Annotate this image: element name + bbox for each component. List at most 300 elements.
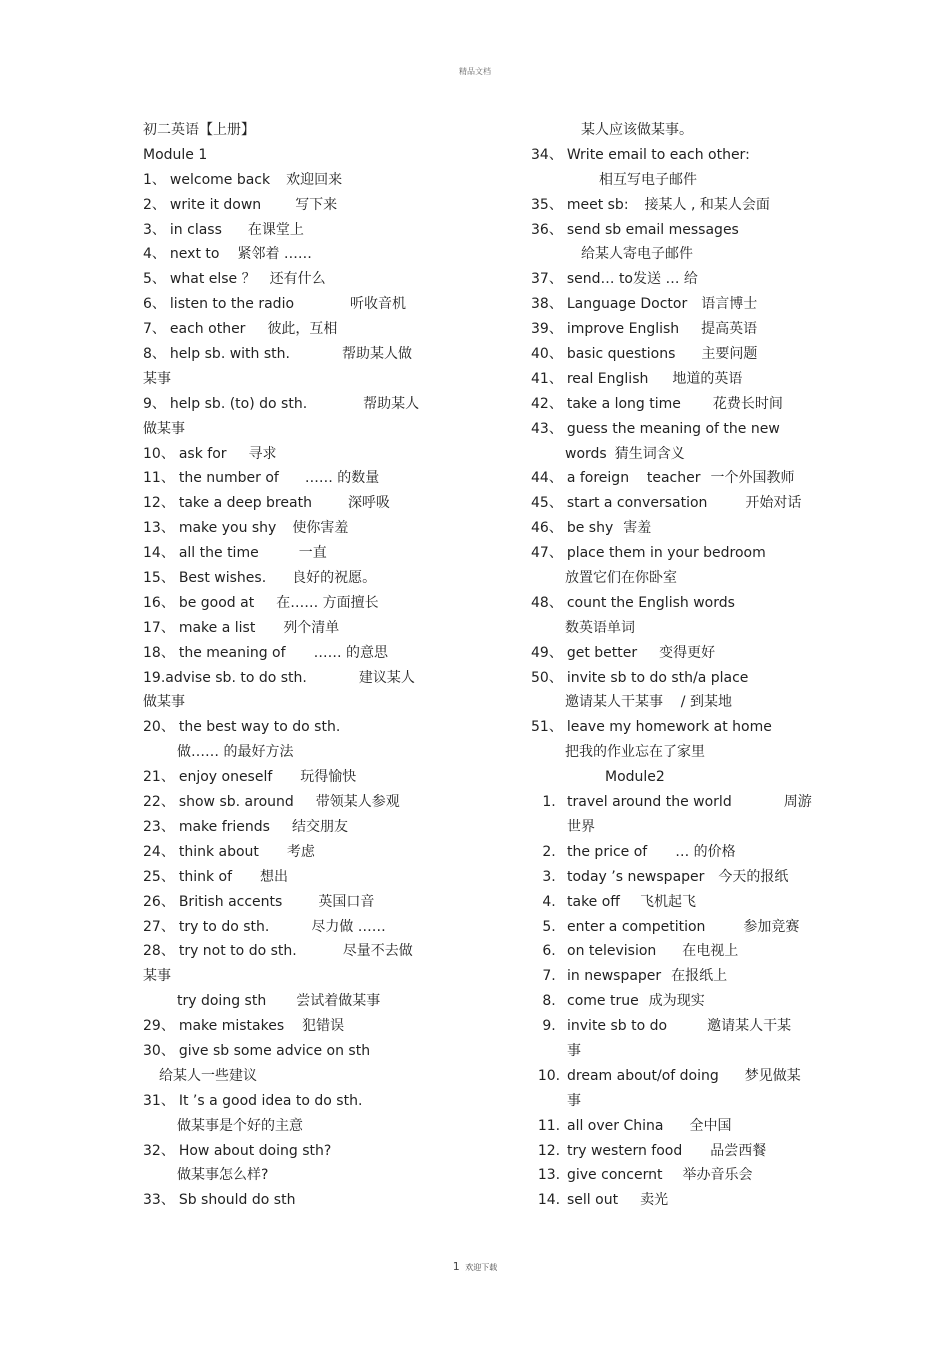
item-phrase: improve English <box>566 321 680 338</box>
item-number: 39、 <box>531 321 563 338</box>
item-number: 5、 <box>143 271 166 288</box>
vocab-line <box>143 442 443 467</box>
item-translation: 列个清单 <box>283 619 340 636</box>
vocab-line <box>143 342 443 367</box>
vocab-line <box>143 292 443 317</box>
item-number: 11、 <box>143 470 175 487</box>
item-number: 36、 <box>531 221 563 238</box>
item-number: 50、 <box>531 669 563 686</box>
item-phrase: try to do sth. <box>178 918 270 935</box>
item-number: 1、 <box>143 171 166 188</box>
item-translation: 尽力做 …… <box>311 918 386 935</box>
item-number: 18、 <box>143 644 175 661</box>
page-header: 精品文档 <box>459 67 491 76</box>
item-translation: 英国口音 <box>318 893 375 910</box>
vocab-line <box>143 1039 443 1064</box>
item-number: 8、 <box>143 346 166 363</box>
item-phrase: Language Doctor <box>566 296 688 313</box>
vocab-line <box>143 915 443 940</box>
vocab-line <box>143 865 443 890</box>
item-phrase: 相互写电子邮件 <box>599 171 697 188</box>
vocab-line <box>531 541 816 566</box>
item-phrase: place them in your bedroom <box>566 545 766 562</box>
item-phrase: come true <box>567 993 639 1010</box>
item-phrase: make mistakes <box>178 1018 285 1035</box>
item-number: 2、 <box>143 196 166 213</box>
vocab-line <box>531 865 816 890</box>
item-number: 38、 <box>531 296 563 313</box>
vocab-line <box>143 939 443 964</box>
item-number: 4. <box>542 893 556 910</box>
item-phrase: make a list <box>178 619 256 636</box>
vocab-line <box>531 342 816 367</box>
vocab-line <box>531 840 816 865</box>
item-number: 12、 <box>143 495 175 512</box>
item-phrase: 事 <box>567 1042 581 1059</box>
item-phrase: 某事 <box>143 968 171 985</box>
vocab-line <box>531 1163 816 1188</box>
vocab-line <box>143 168 443 193</box>
vocab-line <box>143 765 443 790</box>
item-phrase: the best way to do sth. <box>178 719 341 736</box>
vocab-line <box>531 417 816 442</box>
item-translation: 在…… 方面擅长 <box>276 594 379 611</box>
vocab-line <box>531 218 816 243</box>
vocab-line <box>143 466 443 491</box>
vocab-line <box>531 690 816 715</box>
item-phrase: travel around the world <box>567 794 732 811</box>
item-number: 13. <box>537 1167 561 1184</box>
item-translation: 品尝西餐 <box>710 1142 767 1159</box>
vocab-line <box>143 267 443 292</box>
vocab-line <box>143 417 443 442</box>
item-translation: 深呼吸 <box>347 495 390 512</box>
item-translation: 接某人 , 和某人会面 <box>644 196 770 213</box>
item-phrase: help sb. (to) do sth. <box>169 395 308 412</box>
item-phrase: advise sb. to do sth. <box>165 669 307 686</box>
item-translation: 发送 … 给 <box>633 271 698 288</box>
item-phrase: send sb email messages <box>566 221 739 238</box>
item-translation: 紧邻着 …… <box>237 246 312 263</box>
item-number: 33、 <box>143 1192 175 1209</box>
item-translation: 举办音乐会 <box>682 1167 753 1184</box>
item-phrase: start a conversation <box>566 495 708 512</box>
item-translation: 花费长时间 <box>712 395 783 412</box>
vocab-line <box>143 1114 443 1139</box>
vocab-line <box>143 591 443 616</box>
item-phrase: ask for <box>178 445 227 462</box>
vocab-line <box>531 1089 816 1114</box>
item-phrase: 做…… 的最好方法 <box>177 744 294 761</box>
vocab-line <box>531 1064 816 1089</box>
item-translation: 一个外国教师 <box>710 470 795 487</box>
item-phrase: show sb. around <box>178 794 294 811</box>
item-number: 3、 <box>143 221 166 238</box>
item-phrase: be good at <box>178 594 255 611</box>
item-phrase: the meaning of <box>178 644 286 661</box>
item-translation: 卖光 <box>640 1192 669 1209</box>
item-translation: 考虑 <box>286 843 315 860</box>
item-number: 6、 <box>143 296 166 313</box>
vocab-line <box>143 118 443 143</box>
vocab-line <box>531 815 816 840</box>
item-phrase: next to <box>169 246 220 263</box>
item-phrase: all the time <box>178 545 259 562</box>
vocab-line <box>531 1014 816 1039</box>
item-phrase: invite sb to do <box>567 1018 668 1035</box>
vocab-line <box>143 1163 443 1188</box>
item-number: 10、 <box>143 445 175 462</box>
item-number: 10. <box>537 1067 561 1084</box>
item-phrase: think of <box>178 868 233 885</box>
vocab-line <box>531 989 816 1014</box>
vocab-line <box>143 367 443 392</box>
item-translation: 建议某人 <box>358 669 415 686</box>
item-translation: 结交朋友 <box>291 818 348 835</box>
left-column <box>143 118 443 1213</box>
vocab-line <box>143 616 443 641</box>
vocab-line <box>143 317 443 342</box>
item-translation: 飞机起飞 <box>639 893 696 910</box>
vocab-line <box>531 292 816 317</box>
item-translation: 猜生词含义 <box>614 445 685 462</box>
item-phrase: guess the meaning of the new <box>566 420 780 437</box>
item-phrase: 某事 <box>143 370 171 387</box>
item-translation: 想出 <box>260 868 289 885</box>
item-number: 23、 <box>143 818 175 835</box>
vocab-line <box>531 591 816 616</box>
vocab-line <box>531 367 816 392</box>
vocab-line <box>531 317 816 342</box>
vocab-line <box>143 566 443 591</box>
item-translation: 玩得愉快 <box>300 769 357 786</box>
vocab-line <box>143 890 443 915</box>
right-column <box>531 118 816 1213</box>
vocab-line <box>531 466 816 491</box>
vocab-line <box>531 765 816 790</box>
item-phrase: 做某事怎么样? <box>177 1167 269 1184</box>
item-translation: 邀请某人干某 <box>707 1018 792 1035</box>
item-phrase: Best wishes. <box>178 570 267 587</box>
vocab-line <box>143 1188 443 1213</box>
item-phrase: try western food <box>567 1142 683 1159</box>
item-phrase: 世界 <box>567 818 595 835</box>
item-number: 16、 <box>143 594 175 611</box>
vocab-line <box>143 740 443 765</box>
vocab-line <box>531 790 816 815</box>
item-number: 46、 <box>531 520 563 537</box>
item-phrase: take off <box>567 893 620 910</box>
item-number: 21、 <box>143 769 175 786</box>
item-phrase: How about doing sth? <box>178 1142 332 1159</box>
vocab-line <box>143 666 443 691</box>
vocab-line <box>531 118 816 143</box>
item-number: 19. <box>143 669 166 686</box>
item-translation: 帮助某人做 <box>341 346 412 363</box>
item-translation: 地道的英语 <box>672 370 743 387</box>
item-phrase: sell out <box>567 1192 619 1209</box>
vocab-line <box>143 1139 443 1164</box>
item-phrase: give concernt <box>567 1167 663 1184</box>
item-phrase: give sb some advice on sth <box>178 1042 371 1059</box>
item-phrase: what else ？ <box>169 271 256 288</box>
vocab-line <box>143 690 443 715</box>
item-number: 11. <box>537 1117 561 1134</box>
vocab-line <box>143 1089 443 1114</box>
item-number: 28、 <box>143 943 175 960</box>
vocab-line <box>531 267 816 292</box>
vocab-line <box>143 964 443 989</box>
item-phrase: Write email to each other: <box>566 146 750 163</box>
item-number: 44、 <box>531 470 563 487</box>
vocab-line <box>531 143 816 168</box>
item-number: 40、 <box>531 346 563 363</box>
item-phrase: meet sb: <box>566 196 629 213</box>
vocab-line <box>531 566 816 591</box>
item-phrase: Sb should do sth <box>178 1192 296 1209</box>
item-number: 6. <box>542 943 556 960</box>
item-translation: 变得更好 <box>659 644 716 661</box>
vocab-line <box>531 890 816 915</box>
item-number: 12. <box>537 1142 561 1159</box>
item-phrase: count the English words <box>566 594 735 611</box>
item-translation: 带领某人参观 <box>315 794 400 811</box>
item-translation: 寻求 <box>248 445 277 462</box>
vocab-line <box>531 715 816 740</box>
item-phrase: invite sb to do sth/a place <box>566 669 749 686</box>
item-phrase: leave my homework at home <box>566 719 772 736</box>
item-number: 14. <box>537 1192 561 1209</box>
vocab-line <box>143 392 443 417</box>
vocab-line <box>531 1139 816 1164</box>
vocab-line <box>143 1014 443 1039</box>
item-translation: 在报纸上 <box>671 968 728 985</box>
item-phrase: 某人应该做某事。 <box>581 122 693 138</box>
item-phrase: make friends <box>178 818 270 835</box>
page-number: 1 <box>452 1260 460 1273</box>
item-number: 32、 <box>143 1142 175 1159</box>
item-phrase: 数英语单词 <box>565 619 635 636</box>
vocab-line <box>143 143 443 168</box>
item-number: 22、 <box>143 794 175 811</box>
item-phrase: 事 <box>567 1092 581 1109</box>
item-phrase: 做某事 <box>143 420 185 437</box>
item-number: 3. <box>542 868 556 885</box>
vocab-line <box>143 641 443 666</box>
vocab-line <box>143 193 443 218</box>
item-number: 49、 <box>531 644 563 661</box>
item-phrase: 把我的作业忘在了家里 <box>565 744 705 761</box>
vocab-line <box>531 193 816 218</box>
item-phrase: Module 1 <box>143 146 208 163</box>
item-number: 9. <box>542 1018 556 1035</box>
item-phrase: basic questions <box>566 346 676 363</box>
vocab-line <box>531 168 816 193</box>
item-translation: …… 的意思 <box>313 644 389 661</box>
item-phrase: help sb. with sth. <box>169 346 290 363</box>
item-phrase: a foreign teacher <box>566 470 701 487</box>
item-number: 48、 <box>531 594 563 611</box>
item-number: 1. <box>542 794 556 811</box>
item-translation: 主要问题 <box>701 346 758 363</box>
page-footer <box>0 1260 950 1273</box>
item-phrase: today ’s newspaper <box>567 868 705 885</box>
item-translation: 参加竞赛 <box>743 918 800 935</box>
item-phrase: be shy <box>566 520 614 537</box>
item-number: 34、 <box>531 146 563 163</box>
item-number: 24、 <box>143 843 175 860</box>
vocab-line <box>143 815 443 840</box>
item-phrase: welcome back <box>169 171 271 188</box>
item-number: 4、 <box>143 246 166 263</box>
item-number: 31、 <box>143 1092 175 1109</box>
vocab-line <box>143 516 443 541</box>
item-phrase: take a deep breath <box>178 495 312 512</box>
vocab-line <box>531 740 816 765</box>
item-phrase: try doing sth <box>177 993 267 1010</box>
vocab-line <box>531 964 816 989</box>
item-number: 7、 <box>143 321 166 338</box>
item-translation: 良好的祝愿。 <box>292 570 377 587</box>
vocab-line <box>143 840 443 865</box>
item-number: 43、 <box>531 420 563 437</box>
item-number: 5. <box>542 918 556 935</box>
item-translation: 尝试着做某事 <box>296 993 381 1010</box>
vocab-line <box>531 666 816 691</box>
vocab-line <box>143 242 443 267</box>
item-phrase: get better <box>566 644 638 661</box>
item-translation: 成为现实 <box>648 993 705 1010</box>
vocab-line <box>143 491 443 516</box>
vocab-line <box>531 491 816 516</box>
item-phrase: real English <box>566 370 649 387</box>
item-number: 29、 <box>143 1018 175 1035</box>
item-translation: 写下来 <box>295 196 338 213</box>
item-translation: 彼此，互相 <box>267 321 338 338</box>
item-number: 15、 <box>143 570 175 587</box>
item-phrase: each other <box>169 321 246 338</box>
vocab-line <box>531 915 816 940</box>
item-translation: 在电视上 <box>682 943 739 960</box>
item-phrase: enter a competition <box>567 918 706 935</box>
item-phrase: 做某事是个好的主意 <box>177 1117 303 1134</box>
vocab-line <box>531 242 816 267</box>
item-translation: …… 的数量 <box>304 470 380 487</box>
item-number: 30、 <box>143 1042 175 1059</box>
item-translation: 还有什么 <box>269 271 326 288</box>
item-phrase: send… to <box>566 271 633 288</box>
item-phrase: listen to the radio <box>169 296 295 313</box>
vocab-line <box>531 641 816 666</box>
item-phrase: write it down <box>169 196 262 213</box>
item-translation: 周游 <box>783 794 812 811</box>
item-number: 47、 <box>531 545 563 562</box>
item-phrase: in class <box>169 221 222 238</box>
item-number: 27、 <box>143 918 175 935</box>
item-translation: 使你害羞 <box>292 520 349 537</box>
item-number: 13、 <box>143 520 175 537</box>
item-phrase: 做某事 <box>143 694 185 711</box>
item-phrase: 给某人一些建议 <box>159 1067 257 1084</box>
item-number: 17、 <box>143 619 175 636</box>
item-number: 41、 <box>531 370 563 387</box>
item-number: 37、 <box>531 271 563 288</box>
item-number: 8. <box>542 993 556 1010</box>
item-phrase: 放置它们在你卧室 <box>565 570 677 587</box>
item-phrase: the number of <box>178 470 279 487</box>
item-phrase: words <box>565 445 607 462</box>
item-translation: 害羞 <box>623 520 652 537</box>
item-translation: … 的价格 <box>675 843 736 860</box>
item-number: 51、 <box>531 719 563 736</box>
item-phrase: 邀请某人干某事 / 到某地 <box>565 694 732 711</box>
item-phrase: take a long time <box>566 395 681 412</box>
vocab-line <box>143 790 443 815</box>
footer-text: 欢迎下载 <box>465 1263 498 1272</box>
item-phrase: British accents <box>178 893 283 910</box>
item-number: 7. <box>542 968 556 985</box>
vocab-line <box>531 516 816 541</box>
item-translation: 开始对话 <box>745 495 802 512</box>
item-phrase: the price of <box>567 843 648 860</box>
vocab-line <box>143 1064 443 1089</box>
vocab-line <box>531 1039 816 1064</box>
vocab-line <box>531 1114 816 1139</box>
item-number: 14、 <box>143 545 175 562</box>
item-translation: 欢迎回来 <box>286 171 343 188</box>
vocab-line <box>143 218 443 243</box>
item-phrase: Module2 <box>605 769 665 786</box>
vocab-line <box>531 939 816 964</box>
item-phrase: make you shy <box>178 520 277 537</box>
item-translation: 在课堂上 <box>247 221 304 238</box>
item-translation: 今天的报纸 <box>718 868 789 885</box>
item-phrase: enjoy oneself <box>178 769 273 786</box>
vocab-line <box>531 616 816 641</box>
item-phrase: 给某人寄电子邮件 <box>581 246 693 263</box>
vocab-line <box>531 392 816 417</box>
item-number: 20、 <box>143 719 175 736</box>
item-number: 9、 <box>143 395 166 412</box>
item-number: 2. <box>542 843 556 860</box>
item-phrase: all over China <box>567 1117 664 1134</box>
item-translation: 犯错误 <box>302 1018 345 1035</box>
vocab-line <box>531 442 816 467</box>
item-number: 26、 <box>143 893 175 910</box>
item-translation: 帮助某人 <box>363 395 420 412</box>
item-phrase: think about <box>178 843 259 860</box>
item-phrase: in newspaper <box>567 968 662 985</box>
item-translation: 一直 <box>298 545 327 562</box>
item-translation: 梦见做某 <box>744 1067 801 1084</box>
item-translation: 全中国 <box>689 1117 732 1134</box>
vocab-line <box>143 715 443 740</box>
item-phrase: dream about/of doing <box>567 1067 719 1084</box>
item-phrase: 初二英语【上册】 <box>143 122 255 138</box>
item-number: 25、 <box>143 868 175 885</box>
vocab-line <box>143 989 443 1014</box>
item-translation: 提高英语 <box>701 321 758 338</box>
item-translation: 尽量不去做 <box>342 943 413 960</box>
item-translation: 听收音机 <box>350 296 407 313</box>
item-translation: 语言博士 <box>701 296 758 313</box>
item-number: 35、 <box>531 196 563 213</box>
vocab-line <box>531 1188 816 1213</box>
vocab-line <box>143 541 443 566</box>
item-phrase: It ’s a good idea to do sth. <box>178 1092 363 1109</box>
item-phrase: try not to do sth. <box>178 943 297 960</box>
item-number: 42、 <box>531 395 563 412</box>
